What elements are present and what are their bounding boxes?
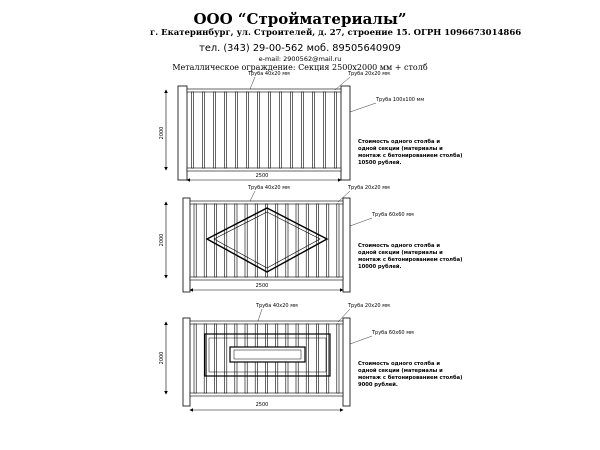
section-3-note-line-4: 9000 рублей.	[358, 382, 398, 388]
section-1-picket	[290, 92, 292, 168]
section-1-picket	[202, 92, 204, 168]
section-1-picket	[279, 92, 281, 168]
section-3-leader-post	[350, 336, 372, 344]
section-1-post-pipe-label: Труба 100x100 мм	[376, 97, 425, 103]
company-phone: тел. (343) 29-00-562 моб. 89505640909	[199, 43, 401, 54]
section-1-picket	[224, 92, 226, 168]
section-2-picket	[194, 204, 196, 277]
section-1-picket	[268, 92, 270, 168]
section-1-pipe-20x20-label: Труба 20x20 мм	[348, 71, 390, 77]
section-3-price-note	[358, 360, 464, 388]
section-2-price-note	[358, 242, 464, 270]
section-1-picket	[257, 92, 259, 168]
section-2-picket	[245, 204, 247, 277]
section-2-note-line-2: одной секции (материалы и	[358, 250, 443, 256]
section-2-top-rail	[190, 201, 343, 204]
section-1-picket	[246, 92, 248, 168]
section-2-pipe-40x20-label: Труба 40x20 мм	[248, 185, 290, 191]
section-3-top-rail	[190, 321, 343, 324]
section-3-inner-panel-outer	[230, 347, 305, 362]
section-1-leader-post	[350, 103, 376, 112]
section-3-leader-40x20	[258, 309, 262, 321]
section-1-picket	[323, 92, 325, 168]
section-2-height-label: 2000	[159, 233, 165, 247]
section-1-picket	[334, 92, 336, 168]
section-2-right-post	[343, 198, 350, 292]
section-1-picket	[213, 92, 215, 168]
section-2-picket	[235, 204, 237, 277]
section-1-left-post	[178, 86, 187, 180]
drawing-subtitle: Металлическое ограждение: Секция 2500x2000 мм + столб	[172, 63, 428, 72]
section-3-right-post	[343, 318, 350, 406]
section-1-picket	[191, 92, 193, 168]
section-2-picket	[204, 204, 206, 277]
section-3-left-post	[183, 318, 190, 406]
section-3-height-label: 2000	[159, 351, 165, 365]
company-address: г. Екатеринбург, ул. Строителей, д. 27, строение 15. ОГРН 1096673014866	[150, 28, 522, 38]
company-email: e-mail: 2900562@mail.ru	[258, 55, 342, 63]
section-1-note-line-2: одной секции (материалы и	[358, 146, 443, 152]
section-3-note-line-2: одной секции (материалы и	[358, 368, 443, 374]
section-1-leader-40x20	[250, 77, 255, 89]
section-2-picket	[296, 204, 298, 277]
section-2-bottom-rail	[190, 277, 343, 280]
section-3-picket	[194, 324, 196, 393]
section-1-note-line-1: Стоимость одного столба и	[358, 139, 440, 145]
section-2-note-line-1: Стоимость одного столба и	[358, 243, 440, 249]
section-1-height-label: 2000	[159, 126, 165, 140]
section-1-top-rail	[187, 89, 341, 92]
section-3-pipe-20x20-label: Труба 20x20 мм	[348, 303, 390, 309]
fence-section-1	[159, 71, 464, 180]
section-1-note-line-3: монтаж с бетонированием столба)	[358, 153, 463, 159]
section-3-pipe-40x20-label: Труба 40x20 мм	[256, 303, 298, 309]
section-2-leader-post	[350, 218, 372, 226]
section-2-picket	[265, 204, 267, 277]
section-2-picket	[306, 204, 308, 277]
section-1-price-note	[358, 138, 464, 166]
company-name: ООО “Стройматериалы”	[193, 10, 407, 28]
section-2-picket	[225, 204, 227, 277]
section-3-note-line-3: монтаж с бетонированием столба)	[358, 375, 463, 381]
section-1-right-post	[341, 86, 350, 180]
section-1-pickets	[191, 92, 336, 168]
fence-section-2	[159, 185, 464, 292]
section-1-pipe-40x20-label: Труба 40x20 мм	[248, 71, 290, 77]
section-2-leader-40x20	[250, 191, 255, 201]
section-3-width-label: 2500	[255, 402, 269, 408]
section-1-width-label: 2500	[255, 173, 269, 179]
section-3-post-pipe-label: Труба 60x60 мм	[372, 330, 414, 336]
fence-section-3	[159, 303, 464, 410]
section-2-post-pipe-label: Труба 60x60 мм	[372, 212, 414, 218]
section-1-note-line-4: 10500 рублей.	[358, 160, 402, 166]
section-2-note-line-4: 10000 рублей.	[358, 264, 402, 270]
section-2-picket	[327, 204, 329, 277]
section-2-note-line-3: монтаж с бетонированием столба)	[358, 257, 463, 263]
section-1-picket	[301, 92, 303, 168]
section-3-picket	[337, 324, 339, 393]
section-1-picket	[235, 92, 237, 168]
section-1-picket	[312, 92, 314, 168]
section-3-bottom-rail	[190, 393, 343, 396]
section-3-note-line-1: Стоимость одного столба и	[358, 361, 440, 367]
section-2-picket	[337, 204, 339, 277]
section-2-picket	[286, 204, 288, 277]
section-1-bottom-rail	[187, 168, 341, 171]
section-2-pipe-20x20-label: Труба 20x20 мм	[348, 185, 390, 191]
section-2-width-label: 2500	[255, 283, 269, 289]
section-2-left-post	[183, 198, 190, 292]
